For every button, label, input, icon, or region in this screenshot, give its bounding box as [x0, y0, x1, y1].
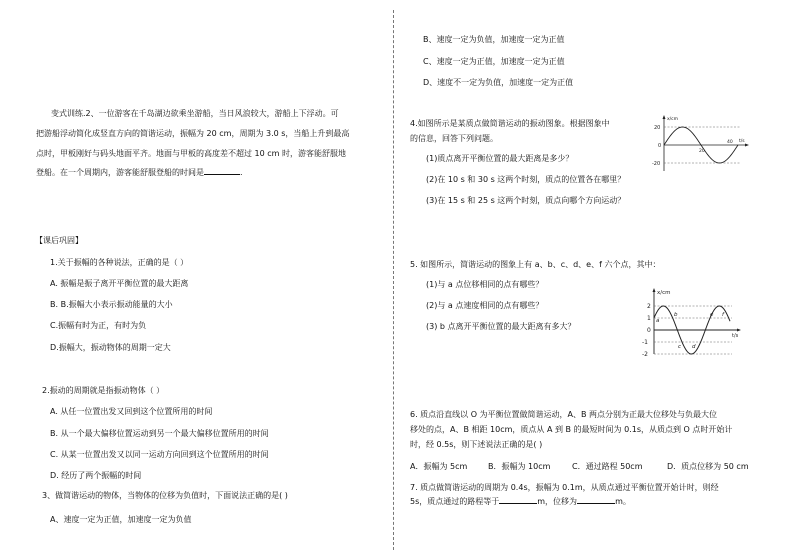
q3-stem: 3、做简谐运动的物体，当物体的位移为负值时，下面说法正确的是( )	[42, 491, 288, 500]
graph4-tick-neg20: -20	[652, 161, 661, 167]
intro-line-4-text: 登船。在一个周期内，游客能舒服登船的时间是	[36, 168, 204, 177]
vibration-graph-q5	[640, 286, 746, 356]
q7-text-c: m。	[615, 497, 631, 506]
q2-option-a: A. 从任一位置出发又回到这个位置所用的时间	[50, 407, 213, 416]
q5-sub-2: (2)与 a 点速度相同的点有哪些？	[426, 301, 544, 310]
q2-option-b: B. 从一个最大偏移位置运动到另一个最大偏移位置所用的时间	[50, 429, 269, 438]
graph5-tick-2: 2	[647, 303, 651, 310]
q1-option-a: A. 振幅是振子离开平衡位置的最大距离	[50, 279, 189, 288]
distance-blank	[499, 503, 537, 504]
graph4-tick-0: 0	[658, 143, 662, 149]
q4-line-1: 4.如图所示是某质点做简谐运动的振动图象。根据图象中	[410, 119, 610, 128]
q6-option-c: C．通过路程 50cm	[572, 462, 643, 471]
displacement-blank	[577, 503, 615, 504]
graph5-point-c: c	[678, 344, 682, 350]
q2-option-c: C. 从某一位置出发又以同一运动方向回到这个位置所用的时间	[50, 450, 269, 459]
graph5-x-arrow	[737, 329, 741, 332]
intro-line-3: 点时，甲板刚好与码头地面平齐。地面与甲板的高度差不超过 10 cm 时，游客能舒服地	[36, 149, 346, 158]
graph5-point-f: f	[722, 312, 724, 318]
q6-line-2: 移处的点，A、B 相距 10cm，质点从 A 到 B 的最短时间为 0.1s，从质点到 O 点时开始计	[410, 425, 733, 434]
q1-option-d: D.振幅大，振动物体的周期一定大	[50, 343, 171, 352]
graph5-tick-neg2: -2	[642, 351, 648, 356]
graph5-point-b: b	[674, 312, 678, 318]
q7-line-1: 7. 质点做简谐运动的周期为 0.4s，振幅为 0.1m，从质点通过平衡位置开始计时，则经	[410, 483, 719, 492]
q6-line-3: 时，经 0.5s，则下述说法正确的是( )	[410, 440, 543, 449]
q6-line-1: 6. 质点沿直线以 O 为平衡位置做简谐运动，A、B 两点分别为正最大位移处与负最大位	[410, 410, 718, 419]
intro-line-2: 把游船浮动简化成竖直方向的简谐运动，振幅为 20 cm，周期为 3.0 s，当船上升到最高	[36, 129, 350, 138]
q7-text-a: 5s，质点通过的路程等于	[410, 497, 500, 506]
column-divider	[393, 10, 394, 550]
graph5-point-d: d	[692, 344, 696, 350]
q7-line-2	[410, 497, 631, 507]
vibration-graph-q4	[650, 113, 750, 175]
intro-line-1: 变式训练.2、一位游客在千岛湖边欲乘坐游船，当日风浪较大，游船上下浮动。可	[51, 109, 339, 118]
q4-line-2: 的信息，回答下列问题。	[410, 134, 498, 143]
q2-stem: 2.振动的周期就是指振动物体（ ）	[42, 386, 165, 395]
q4-sub-3: (3)在 15 s 和 25 s 这两个时刻，质点向哪个方向运动？	[426, 196, 626, 205]
q4-sub-1: (1)质点离开平衡位置的最大距离是多少？	[426, 154, 574, 163]
graph5-point-e: e	[710, 312, 714, 318]
graph5-point-a: a	[656, 318, 660, 324]
intro-line-4: 登船。在一个周期内，游客能舒服登船的时间是 .	[36, 168, 243, 177]
q2-option-d: D. 经历了两个振幅的时间	[50, 471, 142, 480]
q5-line-1: 5. 如图所示，简谐运动的图象上有 a、b、c、d、e、f 六个点，其中：	[410, 260, 661, 269]
graph5-x-label: t/s	[732, 333, 739, 339]
graph5-tick-0: 0	[647, 327, 651, 334]
graph5-y-arrow	[653, 288, 656, 292]
q6-option-d: D．质点位移为 50 cm	[667, 462, 749, 471]
graph4-tick-x40: 40	[727, 140, 733, 145]
q6-option-a: A．振幅为 5cm	[410, 462, 468, 471]
q5-sub-3: (3) b 点离开平衡位置的最大距离有多大？	[426, 322, 576, 331]
graph5-tick-neg1: -1	[642, 339, 648, 346]
graph4-x-arrow	[745, 144, 749, 147]
q3-option-a: A、速度一定为正值，加速度一定为负值	[50, 515, 192, 524]
q4-sub-2: (2)在 10 s 和 30 s 这两个时刻，质点的位置各在哪里？	[426, 175, 626, 184]
q7-text-b: m，位移为	[537, 497, 578, 506]
section-title: 【课后巩固】	[35, 236, 83, 245]
q3-option-c: C、速度一定为正值，加速度一定为正值	[423, 57, 565, 66]
q1-option-b: B. B.振幅大小表示振动能量的大小	[50, 300, 173, 309]
graph4-tick-x20: 20	[699, 149, 705, 154]
q1-option-c: C.振幅有时为正，有时为负	[50, 321, 147, 330]
q1-stem: 1.关于振幅的各种说法，正确的是（ ）	[50, 258, 189, 267]
q3-option-d: D、速度不一定为负值，加速度一定为正值	[423, 78, 574, 87]
q5-sub-1: (1)与 a 点位移相同的点有哪些？	[426, 280, 544, 289]
graph4-x-label: t/s	[739, 139, 745, 144]
graph5-tick-1: 1	[647, 315, 651, 322]
graph4-y-arrow	[663, 115, 666, 119]
q3-option-b: B、速度一定为负值，加速度一定为正值	[423, 35, 565, 44]
q6-option-b: B．振幅为 10cm	[488, 462, 551, 471]
graph4-y-label: x/cm	[667, 117, 679, 122]
answer-blank	[204, 174, 240, 175]
graph4-tick-20: 20	[654, 125, 661, 131]
graph5-y-label: x/cm	[657, 290, 671, 296]
